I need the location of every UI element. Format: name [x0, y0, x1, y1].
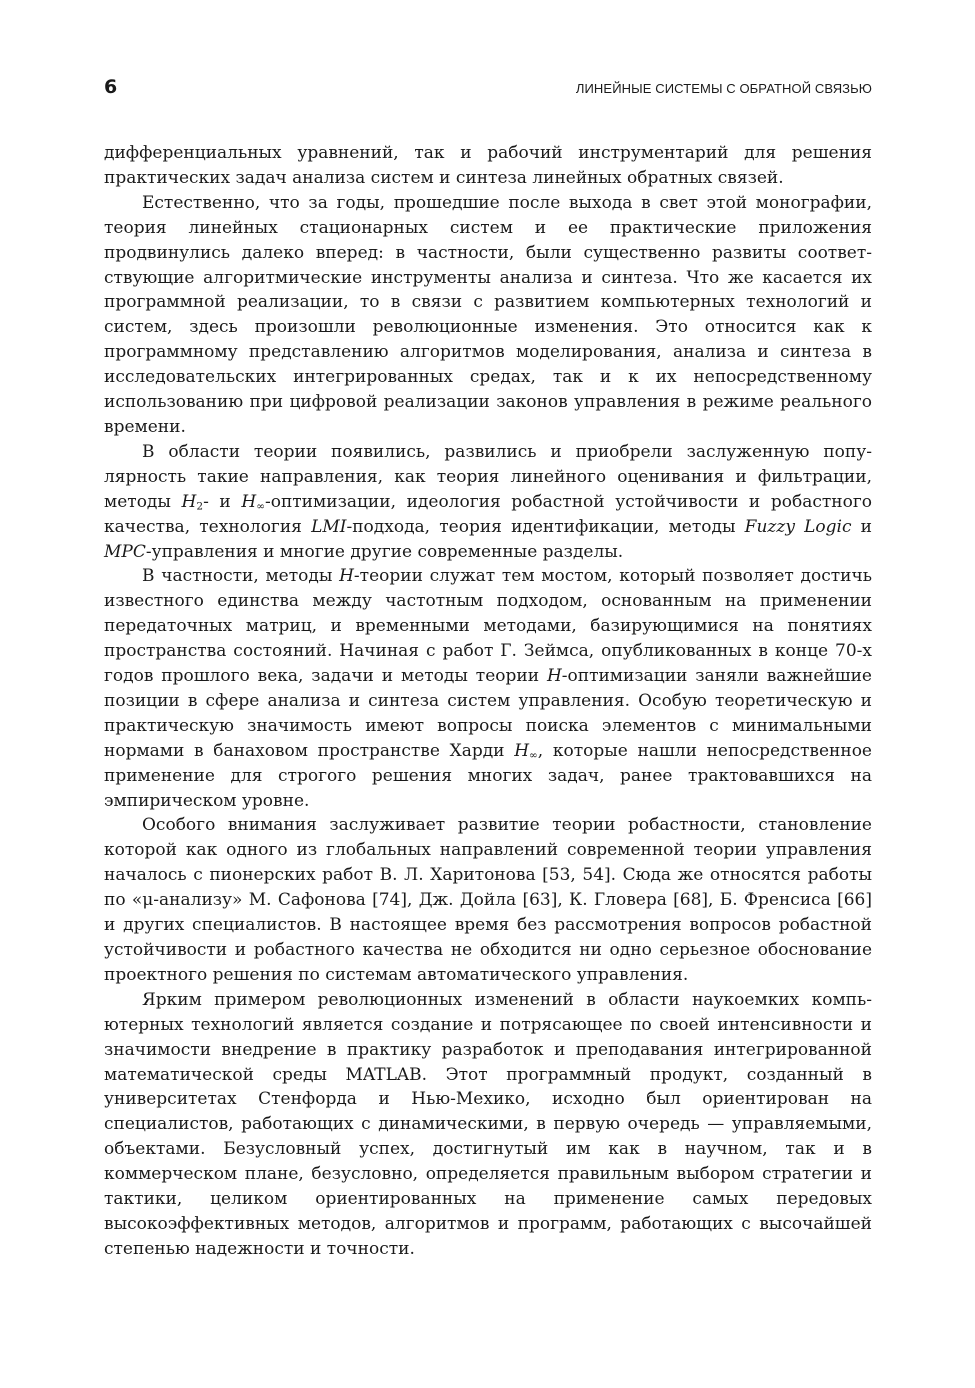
page-number: 6: [104, 76, 118, 98]
paragraph-2: Естественно, что за годы, прошедшие после выхода в свет этой монографии, теория линейных стационарных систем и ее практические приложения продвинулись далеко вперед: в частности, были существенно развиты соответствующие алгоритмические инструменты анализа и синтеза. Что же касается их программной реализации, то в связи с развитием компьютерных технологий и систем, здесь произошли революционные изменения. Это относится как к программному представлению алгоритмов моделирования, анализа и синтеза в исследовательских интегрированных средах, так и к их непосредственному использованию при цифровой реализации законов управления в режиме реального времени.: [104, 192, 872, 437]
lmi-term: LMI: [311, 516, 347, 537]
h-optimization-symbol: H: [546, 666, 562, 687]
paragraph-4-text: -оптимизации заняли важнейшие позиции в сфере анализа и синтеза систем управления. Особую теоретическую и практическую значимость имеют вопросы поиска элементов с минимальными нормами в банаховом пространстве Харди: [104, 666, 872, 761]
paragraph-3-text: и: [851, 516, 872, 537]
running-head: ЛИНЕЙНЫЕ СИСТЕМЫ С ОБРАТНОЙ СВЯЗЬЮ: [575, 81, 872, 96]
paragraph-3-text: -управления и многие другие современные разделы.: [145, 541, 624, 562]
fuzzy-logic-term: Fuzzy Logic: [744, 516, 852, 537]
hardy-space-symbol: H: [514, 740, 530, 761]
paragraph-3-text: - и: [203, 491, 242, 512]
paragraph-3-text: -подхода, теория идентификации, методы: [346, 516, 745, 537]
paragraph-4-text: , которые нашли непосредственное применение для строгого решения многих задач, ранее трактовавшихся на эмпирическом уровне.: [104, 740, 872, 811]
hinf-subscript: ∞: [256, 500, 265, 513]
paragraph-4-text: В частности, методы: [142, 566, 340, 587]
paragraph-4-text: -теории служат тем мостом, который позволяет достичь известного единства между частотным подходом, основанным на применении передаточных матриц, и временными методами, базирующимися на понятиях пространства состояний. Начиная с работ Г. Зеймса, опубликованных в конце 70-х годов прошлого века, задачи и методы теории: [104, 566, 872, 687]
hardy-space-subscript: ∞: [529, 749, 538, 762]
paragraph-1: дифференциальных уравнений, так и рабочий инструментарий для решения практических задач анализа систем и синтеза линейных обратных связей.: [104, 143, 872, 188]
mpc-term: MPC: [104, 541, 146, 562]
h2-symbol: H: [181, 491, 197, 512]
paragraph-3-text: -оптимизации, идеология робастной устойчивости и робастного качества, технология: [104, 491, 872, 537]
hinf-symbol: H: [241, 491, 257, 512]
h-theory-symbol: H: [339, 566, 354, 587]
h2-subscript: 2: [196, 500, 204, 513]
body-text: [104, 141, 872, 1262]
paragraph-3: [104, 440, 872, 565]
paragraph-3-text: В области теории появились, развились и приобрели заслуженную популярность такие направления, как теория линейного оценивания и фильтрации, методы: [104, 441, 872, 512]
paragraph-5: Особого внимания заслуживает развитие теории робастности, становление которой как одного из глобальных направлений современной теории управления началось с пионерских работ В. Л. Харитонова [53, 54]. Сюда же относятся работы по «μ-анализу» М. Сафонова [74], Дж. Дойла [63], К. Гловера [68], Б. Френсиса [66] и других специалистов. В настоящее время без рассмотрения вопросов робастной устойчивости и робастного качества не обходится ни одно серьезное обоснование проектного решения по системам автоматического управления.: [104, 815, 872, 985]
paragraph-6: Ярким примером революционных изменений в области наукоемких компьютерных технологий является создание и потрясающее по своей интенсивности и значимости внедрение в практику разработок и преподавания интегрированной математической среды MATLAB. Этот программный продукт, созданный в университетах Стенфорда и Нью-Мехико, исходно был ориентирован на специалистов, работающих с динамическими, в первую очередь — управляемыми, объектами. Безусловный успех, достигнутый им как в научном, так и в коммерческом плане, безусловно, определяется правильным выбором стратегии и тактики, целиком ориентированных на применение самых передовых высокоэффективных методов, алгоритмов и программ, работающих с высочайшей степенью надежности и точности.: [104, 989, 872, 1259]
paragraph-4: [104, 564, 872, 813]
